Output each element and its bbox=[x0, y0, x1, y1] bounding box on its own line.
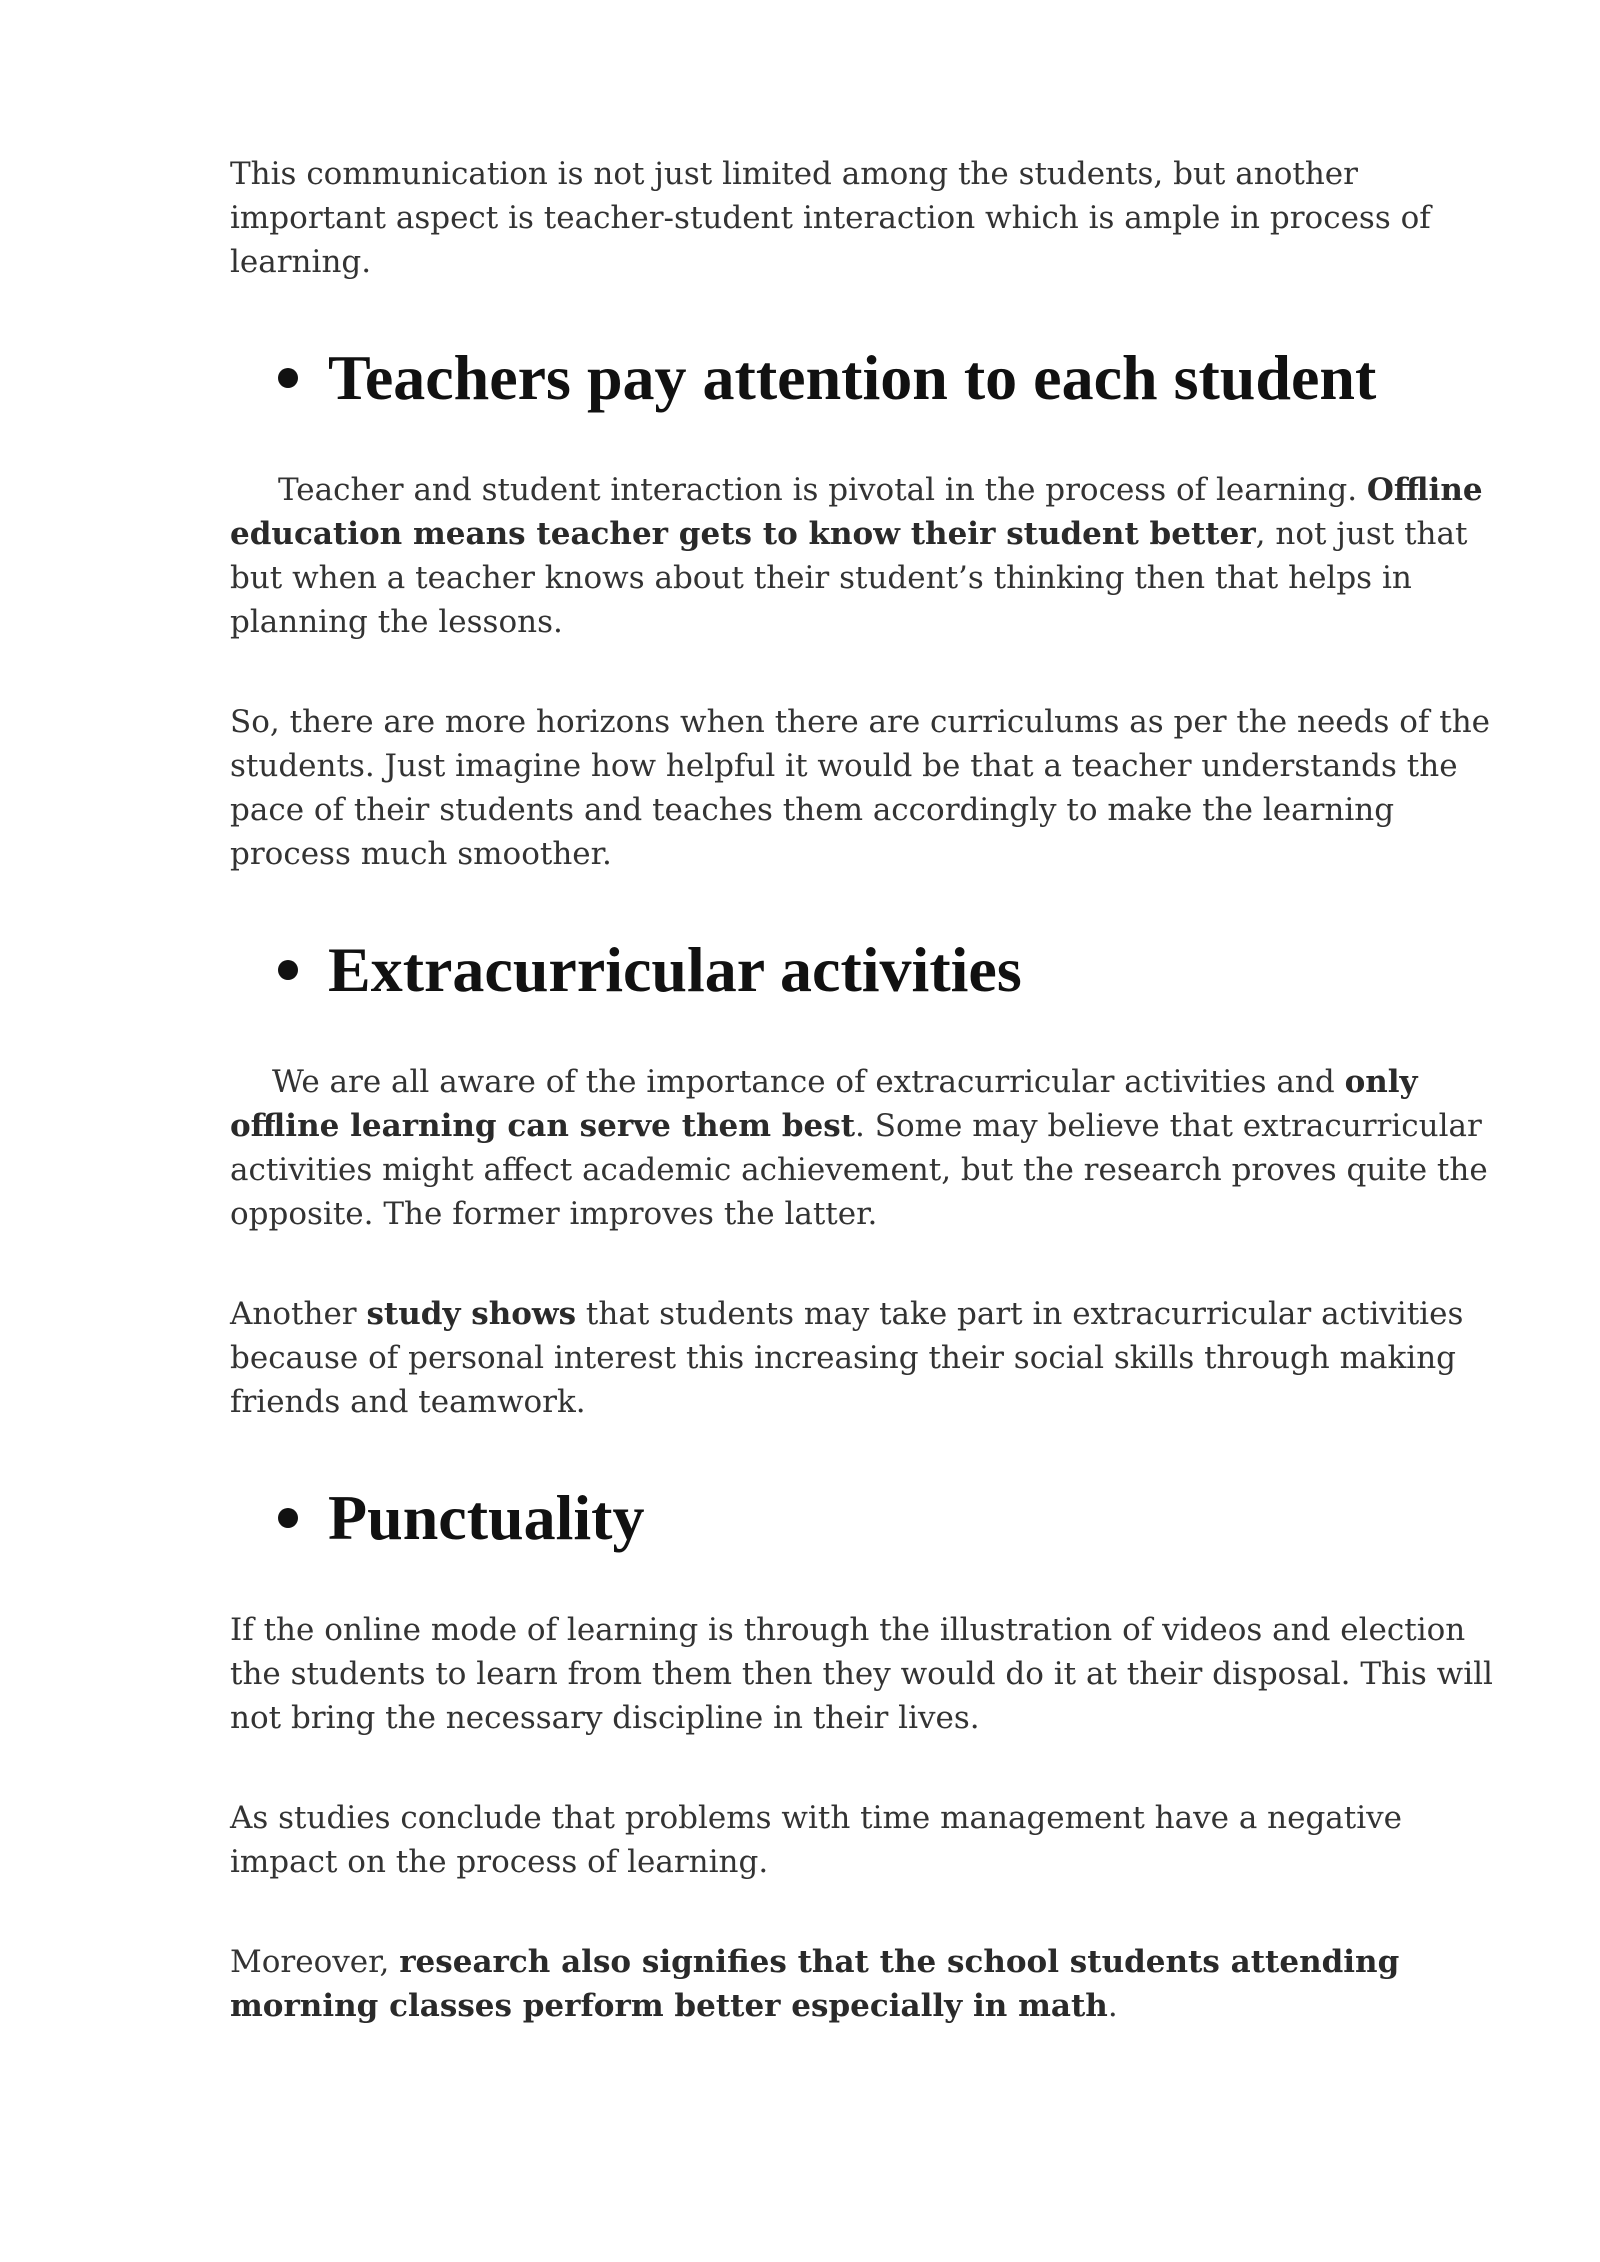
document-page bbox=[230, 152, 1500, 2084]
paragraph-text: Teacher and student interaction is pivotal in the process of learning. bbox=[278, 472, 1367, 508]
bold-text: study shows bbox=[366, 1296, 577, 1332]
punctuality-paragraph-3 bbox=[230, 1940, 1500, 2028]
punctuality-paragraph-1: If the online mode of learning is through the illustration of videos and election the students to learn from them then they would do it at their disposal. This will not bring the necessary discipline in their lives. bbox=[230, 1612, 1493, 1736]
bold-text: Offline education means teacher gets to know their student better bbox=[230, 472, 1483, 552]
bullet-icon bbox=[278, 960, 298, 980]
bullet-icon bbox=[278, 1508, 298, 1528]
bold-text: research also signifies that the school students attending morning classes perform better especially in math bbox=[230, 1944, 1400, 2024]
heading-text: Extracurricular activities bbox=[328, 934, 1022, 1005]
section-heading-extracurricular bbox=[230, 932, 1500, 1008]
section-heading-teachers-attention bbox=[230, 340, 1500, 416]
paragraph-text: Another bbox=[230, 1296, 367, 1332]
extracurricular-paragraph-2 bbox=[230, 1292, 1500, 1424]
heading-text: Teachers pay attention to each student bbox=[328, 342, 1377, 413]
bold-text: only offline learning can serve them best bbox=[230, 1064, 1418, 1144]
punctuality-paragraph-2: As studies conclude that problems with time management have a negative impact on the process of learning. bbox=[230, 1800, 1403, 1880]
teachers-paragraph-1 bbox=[230, 468, 1500, 644]
extracurricular-paragraph-1 bbox=[230, 1060, 1500, 1236]
heading-text: Punctuality bbox=[328, 1482, 645, 1553]
paragraph-text: We are all aware of the importance of extracurricular activities and bbox=[272, 1064, 1345, 1100]
paragraph-text: Moreover, bbox=[230, 1944, 400, 1980]
bullet-icon bbox=[278, 368, 298, 388]
paragraph-text: . bbox=[1107, 1988, 1118, 2024]
paragraph-text: . Some may believe that extracurricular activities might affect academic achievement, but the research proves quite the opposite. The former improves the latter. bbox=[230, 1108, 1488, 1232]
intro-paragraph: This communication is not just limited among the students, but another important aspect is teacher-student interaction which is ample in process of learning. bbox=[230, 156, 1431, 280]
paragraph-text: , not just that but when a teacher knows about their student’s thinking then that helps in planning the lessons. bbox=[230, 516, 1468, 640]
paragraph-text: that students may take part in extracurricular activities because of personal interest this increasing their social skills through making friends and teamwork. bbox=[230, 1296, 1464, 1420]
teachers-paragraph-2: So, there are more horizons when there are curriculums as per the needs of the students. Just imagine how helpful it would be that a teacher understands the pace of their students and teaches them accordingly to make the learning process much smoother. bbox=[230, 704, 1491, 872]
section-heading-punctuality bbox=[230, 1480, 1500, 1556]
